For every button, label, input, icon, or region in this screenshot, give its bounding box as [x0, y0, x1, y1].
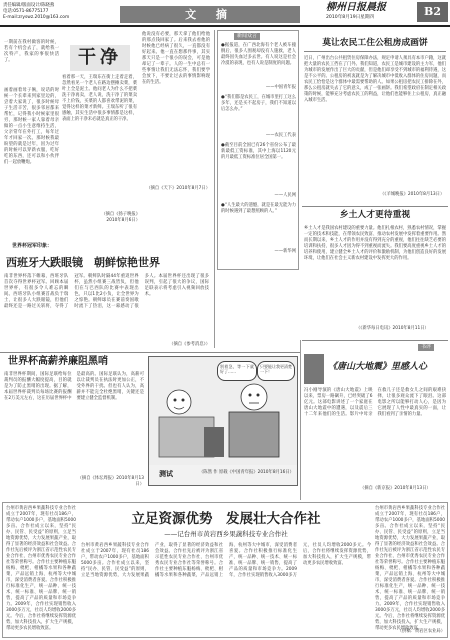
news-attrib-1: ——中国青年报 [265, 85, 296, 90]
header-rule [0, 25, 450, 27]
rural-source: （《新华每日电讯》2010年8月11日） [356, 326, 429, 331]
news-attrib-3: ——人民网 [274, 193, 296, 198]
page-header [0, 0, 450, 26]
rule-v1 [214, 30, 215, 348]
bottom-subtitle: ——记台州市黄岩西乡果蔬科技专业合作社 [164, 530, 288, 538]
rural-title: 乡土人才更待重视 [339, 210, 411, 220]
rule-mid [0, 352, 300, 353]
rule-right-mid [302, 340, 448, 341]
spain-title: 西班牙大跌眼镜 朝鲜惊艳世界 [6, 256, 160, 269]
migrant-title-rule [304, 51, 446, 52]
toilet-body: 南非世界杯期间，国际足联给每位裁判员的报酬大幅度提高，目的就是为了防止黑哨的出现。据了解，本届世界杯裁判员每场比赛的报酬在2万美元左右，这在历届世界杯中是最高的。国际足联认为，高薪可以让裁判员在执法时更加公正，不受外界的干扰。但也有人认为，高薪并不能完全杜绝黑哨，关键还是要建立健全监督机制。 [4, 372, 144, 401]
migrant-body: 近日，广州出台公共租赁住房保障办法，规定申请人须具有本市户籍，这就把大量的农民工挡在了门外。我们知道，农民工是城市建设的主力军，他们为城市的发展作出了巨大的贡献，但是他们却享受不到城市的福利待遇，这是不公平的。公租房的初衷就是为了解决城市中低收入群体的住房问题，而农民工恰恰是这个群体中最需要帮助的人。如果公租房把农民工排除在外，那么公租房就失去了它的意义，成了一张画饼。我们希望政府在制定相关政策的时候，能够充分考虑农民工的利益，让他们也能够住上公租房，真正融入城市生活。 [304, 56, 446, 103]
speech-bubble-2: 只要能让我更清楚一下！ [257, 361, 295, 381]
bottom-body: 台州市黄岩西乡果蔬科技专业合作社成立于2007年，现有社员186户，带动农户1000多户，基地面积5000多亩。合作社成立以来，坚持“民办、民管、民受益”的原则，立足当地资源优势，大力发展果蔬产业，取得了显著的经济效益和社会效益。合作社先后被评为浙江省示范性农民专业合作社、台州市优秀农民专业合作社等荣誉称号。合作社主要种植东魁杨梅、枇杷、柑橘等水果和各种蔬菜，产品远销上海、杭州等大中城市，深受消费者喜爱。合作社积极推行标准化生产，统一品种、统一技术、统一标准、统一品牌、统一销售，提高了产品的质量和市场竞争力。2009年，合作社实现销售收入3000多万元，社员人均增收2000多元。今后，合作社将继续发挥资源优势，加大科技投入，扩大生产规模，带动更多农民增收致富。 [81, 543, 371, 578]
cartoon-frame [148, 356, 298, 486]
review-title: 《唐山大地震》里感人心 [328, 362, 428, 372]
review-body: 冯小刚导演的《唐山大地震》上映以来，票房一路飙升，已经突破了6亿元。这部电影讲述了一个家庭在唐山大地震中的遭遇，以及震后三十二年来他们的生活。影片中母亲在救儿子还是救女儿之间的艰难抉择，让很多观众流下了眼泪。这部电影之所以能够打动人心，是因为它展现了人性中最真实的一面，让我们看到了亲情的力量。 [304, 388, 446, 417]
news-box [217, 30, 299, 270]
review-tag: 书评 [418, 344, 434, 351]
section-title: 文 摘 [185, 7, 235, 21]
col1-intro: 一期前在我村做客的时候，若有个机会去了，就给我一次特产，我家的事很快活了。 [4, 40, 59, 63]
news-attrib-2: ——农民工代表 [265, 133, 296, 138]
editor-line: 责任编辑/版面设计/陈晓燕 [3, 3, 55, 8]
clean-banner [70, 45, 130, 71]
cartoon-caption: 测试 [159, 469, 173, 478]
col3-body: 他说没有必要，那天拿了他们给他的那点钱回家了。后来我去看他的时候他已经病了很久，一直都没有好起来。他一直在想那件事，其实那天只是一个很小的误会，可是他却记了一辈子。人的一生中总有一些事情让我们无法忘怀，我们要学会放下，不要让过去的事情影响现在的生活。 [142, 32, 210, 85]
review-image [304, 354, 324, 384]
spain-body: 南非世界杯落下帷幕，西班牙队首次夺得世界杯冠军。回顾本届世界杯，有很多令人难忘的瞬间。西班牙队小组赛首战负于瑞士，让很多人大跌眼镜，但他们最终还是一路过关斩将，夺得了冠军。朝鲜队时隔44年重返世界杯，虽然小组赛三战皆负，但他们在与巴西队的比赛中表现出色，只以1比2小负，让全世界为之惊艳。朝鲜球员在赛前奏国歌时流下了热泪，这一幕感动了很多人。本届世界杯还出现了很多误判，引起了很大的争议，国际足联表示将考虑引入视频回放技术。 [4, 274, 209, 309]
news-item-4: ●“人生最大的遗憾，就是在最无能为力的时候遇到了最想照顾的人。” [221, 203, 296, 214]
section-banner [120, 6, 300, 23]
news-tag: 新闻众言 [234, 33, 260, 40]
cartoon-credit: （陈然 作 原载《中国青年报》2010年8月16日） [199, 470, 294, 475]
col2-source: （摘自《扬子晚报》2010年8月6日） [101, 212, 140, 223]
toilet-source: （摘自《体坛周报》2010年8月13日） [77, 476, 144, 487]
rule-rural-top [302, 206, 448, 207]
news-item-2: ●“我们都是农民工，在城市里打工这么多年，还是买不起房子，我们不知道以后怎么办。” [221, 95, 296, 112]
news-attrib-4: ——新华网 [274, 249, 296, 254]
email-line: E-mail:zryswz.2010@163.com [3, 15, 70, 20]
issue-date: 2010年8月19日星期四 [326, 15, 375, 20]
rule-v2 [300, 340, 301, 500]
page-number: B2 [417, 2, 448, 22]
bottom-box [2, 502, 448, 638]
header-info [3, 3, 103, 21]
bottom-title: 立足资源优势 发展壮大合作社 [131, 511, 321, 527]
bottom-col-right: 台州市黄岩西乡果蔬科技专业合作社成立于2007年，现有社员186户，带动农户1000多户，基地面积5000多亩。合作社成立以来，坚持“民办、民管、民受益”的原则，立足当地资源优势，大力发展果蔬产业，取得了显著的经济效益和社会效益。合作社先后被评为浙江省示范性农民专业合作社、台州市优秀农民专业合作社等荣誉称号。合作社主要种植东魁杨梅、枇杷、柑橘等水果和各种蔬菜，产品远销上海、杭州等大中城市，深受消费者喜爱。合作社积极推行标准化生产，统一品种、统一技术、统一标准、统一品牌、统一销售，提高了产品的质量和市场竞争力。2009年，合作社实现销售收入3000多万元，社员人均增收2000多元。今后，合作社将继续发挥资源优势，加大科技投入，扩大生产规模，带动更多农民增收致富。 [375, 506, 445, 631]
spain-source: （摘自《参考消息》） [169, 342, 210, 347]
bottom-col-left: 台州市黄岩西乡果蔬科技专业合作社成立于2007年，现有社员186户，带动农户1000多户，基地面积5000多亩。合作社成立以来，坚持“民办、民管、民受益”的原则，立足当地资源优势，大力发展果蔬产业，取得了显著的经济效益和社会效益。合作社先后被评为浙江省示范性农民专业合作社、台州市优秀农民专业合作社等荣誉称号。合作社主要种植东魁杨梅、枇杷、柑橘等水果和各种蔬菜，产品远销上海、杭州等大中城市，深受消费者喜爱。合作社积极推行标准化生产，统一品种、统一技术、统一标准、统一品牌、统一销售，提高了产品的质量和市场竞争力。2009年，合作社实现销售收入3000多万元，社员人均增收2000多元。今后，合作社将继续发挥资源优势，加大科技投入，扩大生产规模，带动更多农民增收致富。 [6, 506, 76, 631]
spain-kicker: 世界杯冠军印象： [12, 243, 53, 249]
clean-headline: 干净 [78, 47, 122, 68]
phone-line: 电话:0571-86775177 [3, 9, 49, 14]
migrant-source: （《羊城晚报》2010年8月13日） [380, 192, 445, 197]
news-item-1: ●据报道，在广西北海有个老人被车撞倒后，很多人围观却没有人施救，老人最终因失血过多去世。有人说这是社会冷漠的表现，也有人说是制度的问题。 [221, 43, 296, 66]
speech-bubble-1: 别着急，等一下就好了…… [217, 361, 257, 381]
col2-body: 看着那一天，王瑞东在街上走着走着，忽然看见一个老人在路边摆摊卖菜，菜叶上全是泥土。他问老人为什么不把菜洗干净再卖，老人说，洗干净了的菜卖不上价钱，买菜的人都喜欢带泥的菜，觉得这样的菜才新鲜。王瑞东听了很有感触，其实生活中很多事情都是这样，表面上的干净未必就是真正的干净。 [62, 75, 137, 122]
toilet-title: 世界杯高薪养廉阻黑哨 [8, 356, 108, 367]
masthead: 柳州日报晨报 [326, 2, 386, 13]
bottom-source: （供稿：黄岩区农业局） [397, 629, 445, 634]
review-source: （摘自《新京报》2010年8月13日） [360, 486, 431, 491]
col3-source: （摘自《天下》2010年8月7日） [146, 186, 210, 191]
migrant-title: 莫让农民工住公租房成画饼 [322, 38, 428, 48]
rural-body: 乡土人才是我国农村建设的重要力量。他们扎根农村，熟悉农村情况，掌握一定的技术和技能，在带领农民致富、推动农村发展中发挥着重要作用。然而长期以来，乡土人才的作用并没有得到充分的重视，他们往往缺乏必要的培训和扶持，很多人才因为得不到重视而流失。我们要高度重视乡土人才的培养和使用，建立健全乡土人才的评价和激励机制，为他们创造良好的发展环境，让他们在社会主义新农村建设中发挥更大的作用。 [304, 226, 446, 261]
news-item-3: ●截至目前全国已有26个省份公布了最新最低工资标准，其中上海以1120元的月最低工资标准位居全国第一。 [221, 143, 296, 160]
col1-body: 画着画着母子俩，说话的时候一个长辈来到家里边的，尝着大家说了，很多时候母子生活辛苦，很多邻居都来帮忙，记得我小时候家里很穷，那时候一家人靠着母亲做的一点小生意维持生活，父亲常年在外打工，每年过年才回家一次。那时候我最盼望的就是过年，因为过年的时候可以穿新衣服，吃好吃的东西，还可以和小伙伴们一起放鞭炮。 [4, 88, 59, 165]
